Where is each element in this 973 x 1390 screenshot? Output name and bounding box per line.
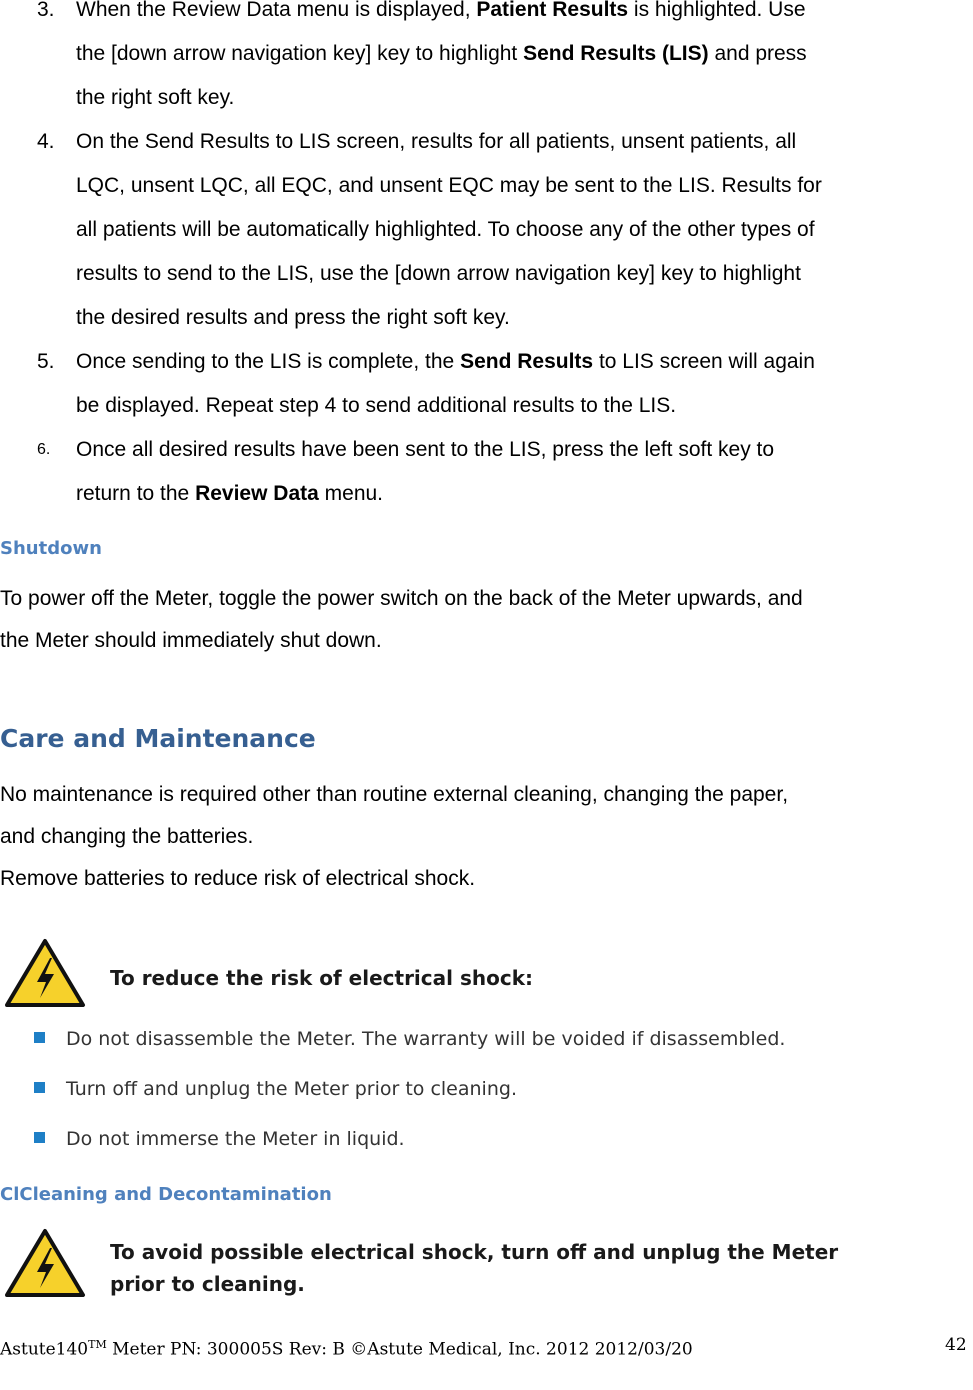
step-line: LQC, unsent LQC, all EQC, and unsent EQC may be sent to the LIS. Results for <box>76 174 822 197</box>
step-number: 4. <box>37 130 55 153</box>
bullet-square-icon <box>34 1032 45 1043</box>
warning2-line-1: To avoid possible electrical shock, turn off and unplug the Meter <box>110 1240 839 1264</box>
warning-title: To reduce the risk of electrical shock: <box>110 966 533 990</box>
care-line-1: No maintenance is required other than routine external cleaning, changing the paper, <box>0 783 789 806</box>
warning2-line-2: prior to cleaning. <box>110 1272 305 1296</box>
page-footer: Astute140™ Meter PN: 300005S Rev: B ©Astute Medical, Inc. 2012 2012/03/20 <box>0 1338 693 1360</box>
page-number: 42 <box>945 1335 967 1355</box>
step-number: 5. <box>37 350 55 373</box>
step-line: be displayed. Repeat step 4 to send additional results to the LIS. <box>76 394 677 417</box>
shutdown-line-1: To power off the Meter, toggle the power switch on the back of the Meter upwards, and <box>0 587 803 610</box>
bullet-square-icon <box>34 1082 45 1093</box>
warning-bullet: Do not disassemble the Meter. The warranty will be voided if disassembled. <box>34 1028 785 1050</box>
step-line: the right soft key. <box>76 86 235 109</box>
electrical-hazard-icon <box>4 938 86 1008</box>
warning-bullet: Turn off and unplug the Meter prior to cleaning. <box>34 1078 517 1100</box>
cleaning-heading: ClCleaning and Decontamination <box>0 1184 332 1205</box>
step-line: When the Review Data menu is displayed, Patient Results is highlighted. Use <box>76 0 806 21</box>
step-line: results to send to the LIS, use the [down arrow navigation key] key to highlight <box>76 262 801 285</box>
bullet-square-icon <box>34 1132 45 1143</box>
care-line-2: and changing the batteries. <box>0 825 254 848</box>
step-number: 6. <box>37 441 51 458</box>
step-line: the [down arrow navigation key] key to highlight Send Results (LIS) and press <box>76 42 807 65</box>
step-number: 3. <box>37 0 55 21</box>
care-heading: Care and Maintenance <box>0 724 316 753</box>
step-line: the desired results and press the right soft key. <box>76 306 510 329</box>
step-line: Once all desired results have been sent to the LIS, press the left soft key to <box>76 438 775 461</box>
care-line-3: Remove batteries to reduce risk of electrical shock. <box>0 867 476 890</box>
shutdown-line-2: the Meter should immediately shut down. <box>0 629 382 652</box>
warning-bullet: Do not immerse the Meter in liquid. <box>34 1128 405 1150</box>
electrical-hazard-icon <box>4 1228 86 1298</box>
step-line: return to the Review Data menu. <box>76 482 384 505</box>
step-line: On the Send Results to LIS screen, results for all patients, unsent patients, all <box>76 130 797 153</box>
step-line: all patients will be automatically highlighted. To choose any of the other types of <box>76 218 815 241</box>
step-line: Once sending to the LIS is complete, the Send Results to LIS screen will again <box>76 350 815 373</box>
shutdown-heading: Shutdown <box>0 538 102 559</box>
